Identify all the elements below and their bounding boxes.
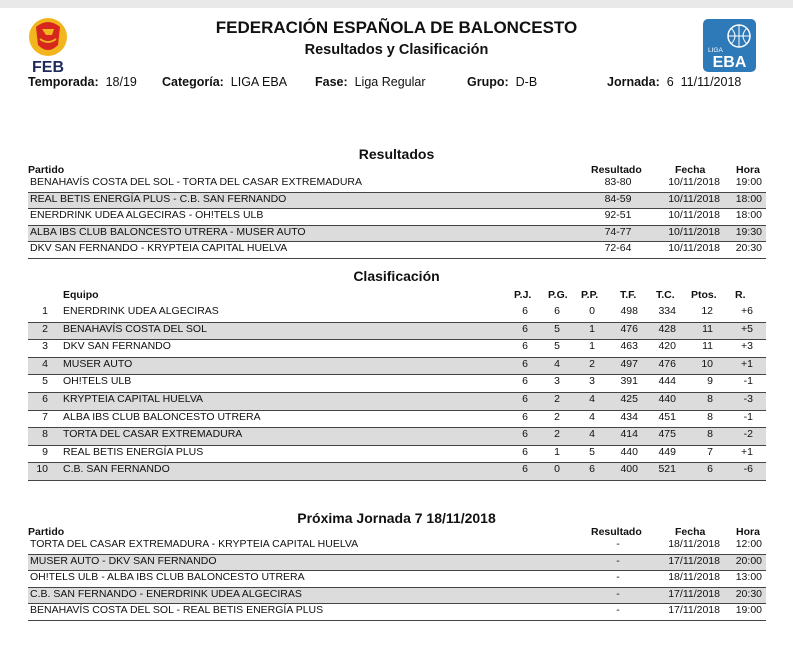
standing-team: REAL BETIS ENERGÍA PLUS bbox=[63, 445, 204, 458]
standing-pg: 2 bbox=[554, 428, 560, 441]
standing-r: -2 bbox=[743, 428, 753, 441]
standing-row bbox=[28, 375, 766, 393]
standing-tf: 434 bbox=[620, 410, 638, 423]
clasificacion-col-equipo: Equipo bbox=[63, 289, 99, 301]
standing-r: -3 bbox=[743, 393, 753, 405]
standing-pp: 2 bbox=[589, 357, 595, 370]
standing-team: ALBA IBS CLUB BALONCESTO UTRERA bbox=[63, 410, 261, 423]
match-teams: REAL BETIS ENERGÍA PLUS - C.B. SAN FERNANDO bbox=[30, 192, 287, 205]
standing-row bbox=[28, 463, 766, 481]
match-result: - bbox=[616, 571, 620, 583]
resultados-col-partido: Partido bbox=[28, 164, 65, 176]
top-bar bbox=[0, 0, 793, 8]
standing-pp: 6 bbox=[589, 463, 595, 476]
standing-r: -1 bbox=[743, 375, 753, 388]
match-teams: BENAHAVÍS COSTA DEL SOL - TORTA DEL CASAR EXTREMADURA bbox=[30, 176, 363, 188]
temporada-label: Temporada: bbox=[28, 75, 99, 89]
standing-pp: 1 bbox=[589, 340, 595, 353]
clasificacion-col-r: R. bbox=[735, 289, 746, 301]
match-row bbox=[28, 226, 766, 243]
standing-pj: 6 bbox=[522, 340, 528, 353]
match-teams: TORTA DEL CASAR EXTREMADURA - KRYPTEIA CAPITAL HUELVA bbox=[30, 538, 359, 550]
match-result: 74-77 bbox=[604, 225, 632, 238]
standing-ptos: 10 bbox=[701, 357, 713, 370]
standing-pj: 6 bbox=[522, 410, 528, 423]
match-result: - bbox=[616, 587, 620, 600]
standing-pg: 6 bbox=[554, 305, 560, 317]
standing-pp: 5 bbox=[589, 445, 595, 458]
standing-team: BENAHAVÍS COSTA DEL SOL bbox=[63, 322, 207, 335]
standing-team: OH!TELS ULB bbox=[63, 375, 132, 388]
standing-pg: 3 bbox=[554, 375, 560, 388]
meta-jornada bbox=[607, 75, 741, 89]
categoria-value: LIGA EBA bbox=[230, 75, 288, 89]
standing-team: TORTA DEL CASAR EXTREMADURA bbox=[63, 428, 243, 441]
match-result: - bbox=[616, 554, 620, 567]
standing-pj: 6 bbox=[522, 393, 528, 405]
match-date: 10/11/2018 bbox=[668, 176, 720, 188]
standing-tf: 498 bbox=[620, 305, 638, 317]
standing-position: 1 bbox=[42, 305, 48, 317]
standing-pj: 6 bbox=[522, 357, 528, 370]
clasificacion-col-tc: T.C. bbox=[656, 289, 675, 301]
standing-ptos: 12 bbox=[701, 305, 713, 317]
match-date: 17/11/2018 bbox=[668, 604, 720, 616]
standing-tf: 440 bbox=[620, 445, 638, 458]
standing-tc: 476 bbox=[658, 357, 676, 370]
standing-pj: 6 bbox=[522, 463, 528, 476]
standing-row bbox=[28, 305, 766, 323]
match-time: 20:30 bbox=[735, 242, 762, 254]
jornada-label: Jornada: bbox=[607, 75, 660, 89]
match-time: 19:30 bbox=[735, 225, 762, 238]
standing-ptos: 8 bbox=[707, 428, 713, 441]
grupo-value: D-B bbox=[515, 75, 538, 89]
match-date: 10/11/2018 bbox=[668, 192, 720, 205]
standing-pg: 5 bbox=[554, 340, 560, 353]
match-time: 13:00 bbox=[735, 571, 762, 583]
standing-position: 8 bbox=[42, 428, 48, 441]
proxima-col-partido: Partido bbox=[28, 526, 65, 538]
standing-tc: 449 bbox=[658, 445, 676, 458]
standing-pg: 0 bbox=[554, 463, 560, 476]
fase-value: Liga Regular bbox=[354, 75, 426, 89]
standing-pp: 0 bbox=[589, 305, 595, 317]
standing-tf: 463 bbox=[620, 340, 638, 353]
standing-team: DKV SAN FERNANDO bbox=[63, 340, 171, 353]
match-row bbox=[28, 571, 766, 588]
standing-r: -6 bbox=[743, 463, 753, 476]
match-teams: BENAHAVÍS COSTA DEL SOL - REAL BETIS ENERGÍA PLUS bbox=[30, 604, 324, 616]
categoria-label: Categoría: bbox=[162, 75, 224, 89]
match-result: - bbox=[616, 538, 620, 550]
standing-pg: 4 bbox=[554, 357, 560, 370]
match-teams: MUSER AUTO - DKV SAN FERNANDO bbox=[30, 554, 217, 567]
standing-pj: 6 bbox=[522, 445, 528, 458]
match-row bbox=[28, 604, 766, 621]
standing-position: 9 bbox=[42, 445, 48, 458]
match-time: 19:00 bbox=[735, 176, 762, 188]
svg-text:EBA: EBA bbox=[712, 54, 747, 71]
standing-position: 7 bbox=[42, 410, 48, 423]
standing-tc: 440 bbox=[658, 393, 676, 405]
standing-position: 6 bbox=[42, 393, 48, 405]
standing-tf: 497 bbox=[620, 357, 638, 370]
standing-ptos: 6 bbox=[707, 463, 713, 476]
match-row bbox=[28, 193, 766, 210]
standing-pp: 3 bbox=[589, 375, 595, 388]
standing-tf: 425 bbox=[620, 393, 638, 405]
standing-pj: 6 bbox=[522, 305, 528, 317]
svg-text:LIGA: LIGA bbox=[708, 47, 723, 54]
standing-tc: 475 bbox=[658, 428, 676, 441]
standing-row bbox=[28, 428, 766, 446]
standing-ptos: 8 bbox=[707, 393, 713, 405]
resultados-col-fecha: Fecha bbox=[675, 164, 706, 176]
temporada-value: 18/19 bbox=[105, 75, 137, 89]
match-teams: ENERDRINK UDEA ALGECIRAS - OH!TELS ULB bbox=[30, 209, 264, 221]
match-date: 17/11/2018 bbox=[668, 587, 720, 600]
jornada-value: 6 11/11/2018 bbox=[666, 75, 742, 89]
match-time: 12:00 bbox=[735, 538, 762, 550]
standing-row bbox=[28, 411, 766, 429]
standing-r: -1 bbox=[743, 410, 753, 423]
match-time: 19:00 bbox=[735, 604, 762, 616]
match-teams: OH!TELS ULB - ALBA IBS CLUB BALONCESTO UTRERA bbox=[30, 571, 305, 583]
standing-position: 10 bbox=[36, 463, 48, 476]
standing-ptos: 8 bbox=[707, 410, 713, 423]
standing-r: +1 bbox=[741, 357, 753, 370]
standing-team: MUSER AUTO bbox=[63, 357, 133, 370]
proxima-col-fecha: Fecha bbox=[675, 526, 706, 538]
clasificacion-col-tf: T.F. bbox=[620, 289, 637, 301]
match-row bbox=[28, 555, 766, 572]
match-result: - bbox=[616, 604, 620, 616]
match-row bbox=[28, 588, 766, 605]
match-date: 10/11/2018 bbox=[668, 242, 720, 254]
match-date: 10/11/2018 bbox=[668, 209, 720, 221]
standing-position: 5 bbox=[42, 375, 48, 388]
fase-label: Fase: bbox=[315, 75, 348, 89]
match-time: 20:00 bbox=[735, 554, 762, 567]
standing-pj: 6 bbox=[522, 428, 528, 441]
standing-pg: 2 bbox=[554, 393, 560, 405]
match-row bbox=[28, 209, 766, 226]
meta-grupo bbox=[467, 75, 537, 89]
standing-position: 2 bbox=[42, 322, 48, 335]
standing-pp: 4 bbox=[589, 428, 595, 441]
standing-ptos: 9 bbox=[707, 375, 713, 388]
standing-position: 4 bbox=[42, 357, 48, 370]
standing-tf: 476 bbox=[620, 322, 638, 335]
match-time: 18:00 bbox=[735, 192, 762, 205]
standing-pp: 4 bbox=[589, 410, 595, 423]
standing-row bbox=[28, 446, 766, 464]
clasificacion-col-ptos: Ptos. bbox=[691, 289, 717, 301]
match-teams: C.B. SAN FERNANDO - ENERDRINK UDEA ALGECIRAS bbox=[30, 587, 302, 600]
clasificacion-col-pp: P.P. bbox=[581, 289, 599, 301]
match-teams: DKV SAN FERNANDO - KRYPTEIA CAPITAL HUELVA bbox=[30, 242, 288, 254]
standing-pj: 6 bbox=[522, 322, 528, 335]
standing-tc: 420 bbox=[658, 340, 676, 353]
match-row bbox=[28, 538, 766, 555]
match-result: 84-59 bbox=[604, 192, 632, 205]
match-result: 83-80 bbox=[604, 176, 632, 188]
match-date: 10/11/2018 bbox=[668, 225, 720, 238]
standing-tf: 414 bbox=[620, 428, 638, 441]
clasificacion-col-pg: P.G. bbox=[548, 289, 568, 301]
match-date: 17/11/2018 bbox=[668, 554, 720, 567]
standing-tf: 391 bbox=[620, 375, 638, 388]
proxima-title: Próxima Jornada 7 18/11/2018 bbox=[297, 510, 496, 526]
standing-ptos: 7 bbox=[707, 445, 713, 458]
grupo-label: Grupo: bbox=[467, 75, 509, 89]
standing-tc: 451 bbox=[658, 410, 676, 423]
clasificacion-col-pj: P.J. bbox=[514, 289, 532, 301]
match-result: 92-51 bbox=[604, 209, 632, 221]
standing-pp: 1 bbox=[589, 322, 595, 335]
standing-ptos: 11 bbox=[702, 340, 713, 353]
standing-pg: 1 bbox=[554, 445, 560, 458]
match-date: 18/11/2018 bbox=[668, 571, 720, 583]
standing-team: KRYPTEIA CAPITAL HUELVA bbox=[63, 393, 204, 405]
resultados-col-resultado: Resultado bbox=[591, 164, 642, 176]
resultados-title: Resultados bbox=[358, 146, 435, 162]
clasificacion-title: Clasificación bbox=[353, 268, 440, 284]
standing-pg: 2 bbox=[554, 410, 560, 423]
match-row bbox=[28, 176, 766, 193]
standing-row bbox=[28, 340, 766, 358]
standing-row bbox=[28, 323, 766, 341]
standing-pg: 5 bbox=[554, 322, 560, 335]
page-subtitle: Resultados y Clasificación bbox=[304, 42, 489, 58]
standing-row bbox=[28, 393, 766, 411]
proxima-col-hora: Hora bbox=[736, 526, 760, 538]
standing-r: +3 bbox=[741, 340, 753, 353]
standing-row bbox=[28, 358, 766, 376]
standing-pj: 6 bbox=[522, 375, 528, 388]
match-time: 18:00 bbox=[735, 209, 762, 221]
standing-position: 3 bbox=[42, 340, 48, 353]
standing-tc: 428 bbox=[658, 322, 676, 335]
match-result: 72-64 bbox=[604, 242, 632, 254]
standing-r: +5 bbox=[741, 322, 753, 335]
standing-tc: 521 bbox=[658, 463, 676, 476]
match-teams: ALBA IBS CLUB BALONCESTO UTRERA - MUSER AUTO bbox=[30, 225, 306, 238]
resultados-col-hora: Hora bbox=[736, 164, 760, 176]
standing-team: C.B. SAN FERNANDO bbox=[63, 463, 170, 476]
match-row bbox=[28, 242, 766, 259]
proxima-col-resultado: Resultado bbox=[591, 526, 642, 538]
standing-tc: 444 bbox=[658, 375, 676, 388]
meta-temporada bbox=[28, 75, 137, 89]
standing-tf: 400 bbox=[620, 463, 638, 476]
standing-ptos: 11 bbox=[702, 322, 713, 335]
meta-fase bbox=[315, 75, 426, 89]
standing-tc: 334 bbox=[658, 305, 676, 317]
standing-r: +6 bbox=[741, 305, 753, 317]
standing-pp: 4 bbox=[589, 393, 595, 405]
standing-r: +1 bbox=[741, 445, 753, 458]
meta-categoria bbox=[162, 75, 287, 89]
svg-text:FEB: FEB bbox=[32, 59, 64, 75]
match-date: 18/11/2018 bbox=[668, 538, 720, 550]
match-time: 20:30 bbox=[735, 587, 762, 600]
org-title: FEDERACIÓN ESPAÑOLA DE BALONCESTO bbox=[215, 18, 578, 37]
standing-team: ENERDRINK UDEA ALGECIRAS bbox=[63, 305, 219, 317]
